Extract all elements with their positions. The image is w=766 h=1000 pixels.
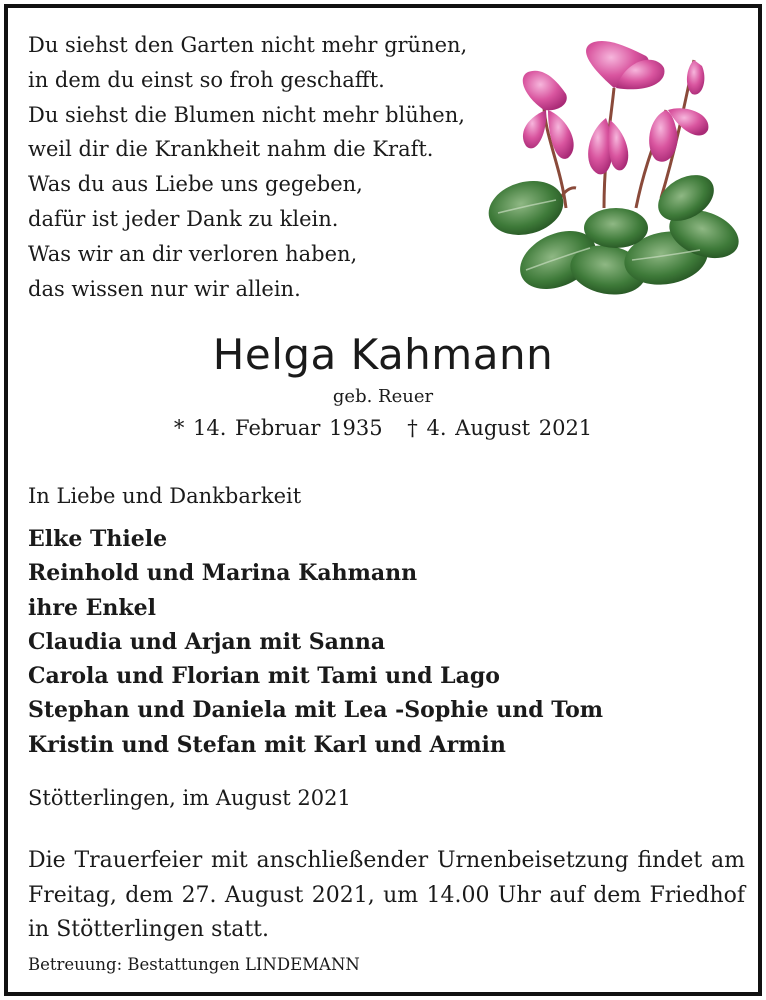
birth-date: * 14. Februar 1935 [173,416,383,440]
deceased-name: Helga Kahmann [212,330,554,379]
life-dates [8,416,758,440]
mourner-name: Reinhold und Marina Kahmann [28,560,418,587]
mourner-name: ihre Enkel [28,594,156,621]
poem-line: weil dir die Krankheit nahm die Kraft. [28,137,434,162]
poem [28,28,528,306]
death-date: † 4. August 2021 [407,416,593,440]
poem-line: Was wir an dir verloren haben, [28,241,358,266]
mourners-list [28,522,603,762]
poem-line: Was du aus Liebe uns gegeben, [28,172,363,197]
mourner-name: Kristin und Stefan mit Karl und Armin [28,731,506,758]
funeral-service-info: Die Trauerfeier mit anschließender Urnenbeisetzung findet am Freitag, dem 27. August 2021, um 14.00 Uhr auf dem Friedhof in Stötterlingen statt. [28,848,745,942]
obituary-frame [4,4,762,996]
mourner-name: Claudia und Arjan mit Sanna [28,628,386,655]
mourner-name: Elke Thiele [28,526,168,552]
mourners-intro: In Liebe und Dankbarkeit [28,484,302,508]
poem-line: Du siehst die Blumen nicht mehr blühen, [28,102,465,127]
cyclamen-flower-icon [486,38,748,300]
place-and-date: Stötterlingen, im August 2021 [28,786,351,810]
poem-line: Du siehst den Garten nicht mehr grünen, [28,33,468,57]
poem-line: das wissen nur wir allein. [28,276,301,301]
poem-line: in dem du einst so froh geschafft. [28,67,385,92]
funeral-home-credit: Betreuung: Bestattungen LINDEMANN [28,955,360,974]
maiden-name: geb. Reuer [332,386,434,407]
mourner-name: Stephan und Daniela mit Lea -Sophie und Tom [28,697,604,724]
poem-line: dafür ist jeder Dank zu klein. [28,206,339,231]
mourner-name: Carola und Florian mit Tami und Lago [28,663,500,690]
